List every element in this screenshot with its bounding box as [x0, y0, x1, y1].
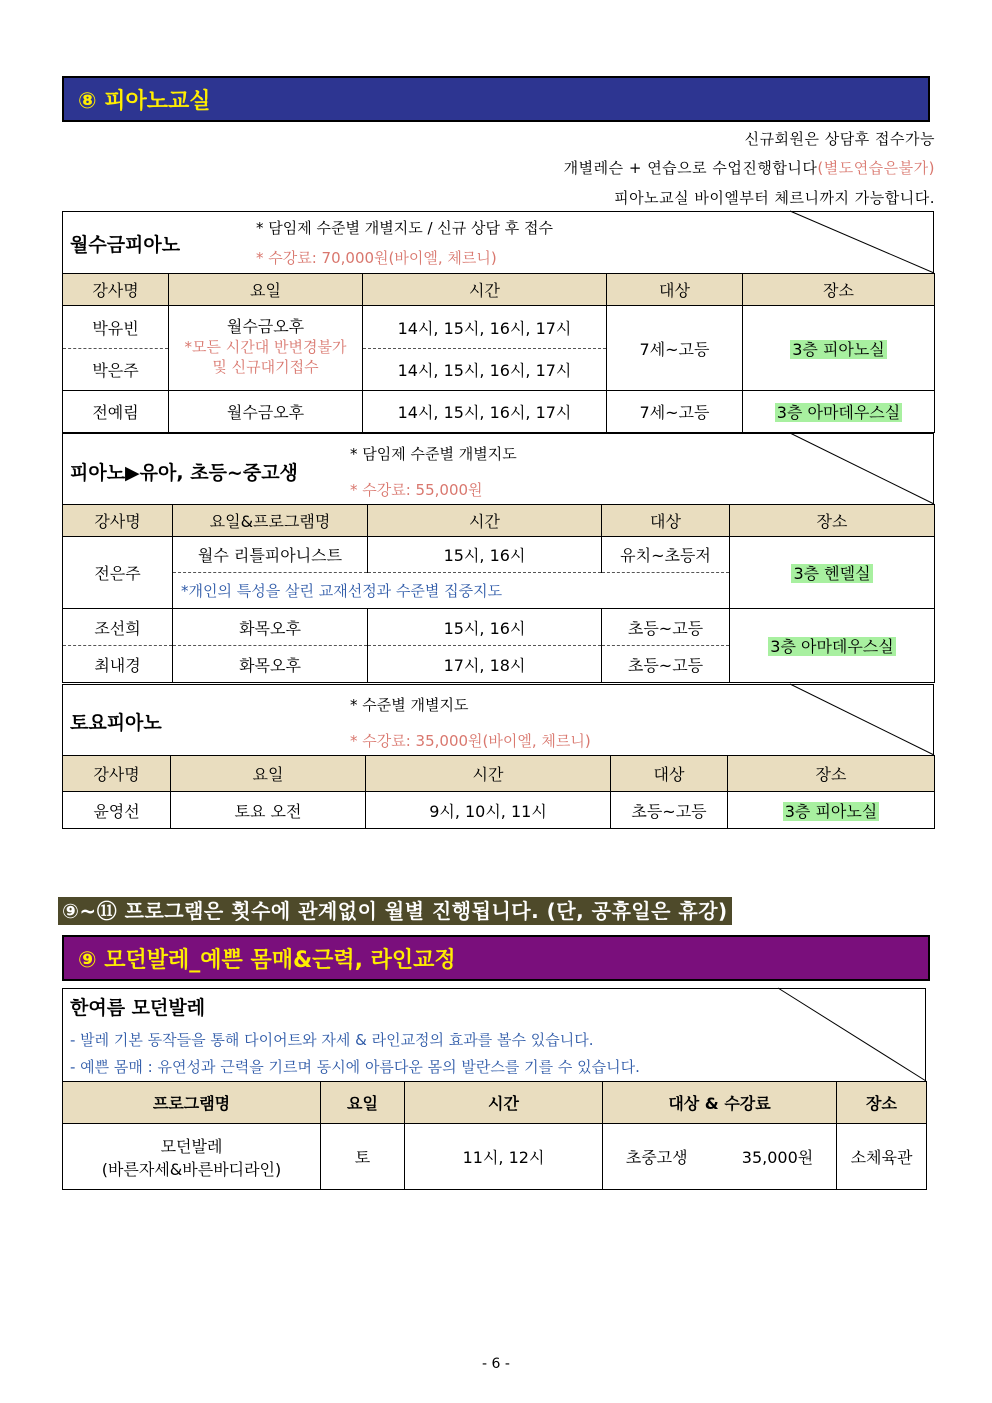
th-teacher: 강사명	[63, 756, 171, 792]
teacher-cell: 박은주	[63, 349, 169, 391]
th-teacher: 강사명	[63, 505, 173, 537]
kids-title: 피아노▶유아, 초등~중고생	[70, 462, 298, 484]
place-text: 3층 아마데우스실	[770, 637, 894, 656]
th-day: 요일	[321, 1082, 405, 1124]
time-cell: 11시, 12시	[405, 1124, 603, 1190]
place-cell	[743, 306, 935, 391]
time-cell: 15시, 16시	[368, 537, 602, 573]
target-text: 초중고생	[625, 1148, 688, 1167]
th-time: 시간	[363, 274, 607, 306]
ballet-box-diagonal	[778, 988, 926, 1082]
note-lesson	[564, 157, 935, 178]
time-cell: 14시, 15시, 16시, 17시	[363, 349, 607, 391]
program-subtitle: (바른자세&바른바디라인)	[101, 1159, 282, 1179]
th-place: 장소	[743, 274, 935, 306]
place-text: 3층 아마데우스실	[776, 403, 901, 422]
teacher-cell: 윤영선	[63, 792, 171, 829]
page-number: - 6 -	[482, 1356, 510, 1372]
th-target: 대상	[602, 505, 730, 537]
day-cell: 월수금오후	[169, 391, 363, 433]
monthly-banner	[58, 897, 732, 925]
note-lesson-text: 개별레슨 + 연습으로 수업진행합니다	[563, 159, 818, 177]
target-cell: 초등~고등	[602, 609, 730, 646]
program-cell	[63, 1124, 321, 1190]
ballet-box-title: 한여름 모던발레	[70, 997, 206, 1019]
th-target: 대상	[607, 274, 743, 306]
th-program: 프로그램명	[63, 1082, 321, 1124]
th-day: 요일	[171, 756, 366, 792]
day-cell	[169, 306, 363, 391]
target-cell: 7세~고등	[607, 391, 743, 433]
kids-note2: * 수강료: 55,000원	[350, 481, 483, 499]
sat-note2: * 수강료: 35,000원(바이엘, 체르니)	[350, 732, 591, 750]
target-fee-cell	[603, 1124, 837, 1190]
time-cell: 9시, 10시, 11시	[366, 792, 611, 829]
mwf-note1: * 담임제 수준별 개별지도 / 신규 상담 후 접수	[256, 219, 554, 237]
section-9-header	[62, 935, 930, 981]
day-cell: 토요 오전	[171, 792, 366, 829]
place-cell: 소체육관	[837, 1124, 927, 1190]
th-place: 장소	[837, 1082, 927, 1124]
day-cell: 토	[321, 1124, 405, 1190]
th-day: 요일	[169, 274, 363, 306]
section-9-title: ⑨ 모던발레_예쁜 몸매&근력, 라인교정	[78, 947, 456, 973]
teacher-cell: 전은주	[63, 537, 173, 609]
kids-box-diagonal	[790, 433, 934, 505]
program-name: 모던발레	[160, 1136, 223, 1156]
th-time: 시간	[366, 756, 611, 792]
place-cell	[730, 537, 935, 609]
monthly-banner-text: ⑨~⑪ 프로그램은 횟수에 관계없이 월별 진행됩니다. (단, 공휴일은 휴강)	[62, 899, 728, 923]
section-8-title: ⑧ 피아노교실	[78, 88, 211, 114]
mwf-table	[62, 273, 935, 433]
th-place: 장소	[730, 505, 935, 537]
program-desc: *개인의 특성을 살린 교재선정과 수준별 집중지도	[173, 573, 730, 609]
teacher-cell: 전예림	[63, 391, 169, 433]
teacher-cell: 박유빈	[63, 306, 169, 349]
target-cell: 7세~고등	[607, 306, 743, 391]
target-cell: 초등~고등	[602, 646, 730, 683]
place-text: 3층 헨델실	[793, 564, 871, 583]
sat-note1: * 수준별 개별지도	[350, 696, 469, 714]
note-consult: 신규회원은 상담후 접수가능	[744, 130, 935, 148]
sat-box-diagonal	[790, 684, 934, 756]
fee-text: 35,000원	[741, 1148, 814, 1167]
th-time: 시간	[368, 505, 602, 537]
th-teacher: 강사명	[63, 274, 169, 306]
th-target: 대상	[611, 756, 728, 792]
teacher-cell: 최내경	[63, 646, 173, 683]
th-target-fee: 대상 & 수강료	[603, 1082, 837, 1124]
ballet-bullet-2: - 예쁜 몸매 : 유연성과 근력을 기르며 동시에 아름다운 몸의 발란스를 기를 수 있습니다.	[70, 1058, 640, 1076]
time-cell: 14시, 15시, 16시, 17시	[363, 391, 607, 433]
program-cell: 월수 리틀피아니스트	[173, 537, 368, 573]
day-text: 월수금오후	[226, 317, 305, 336]
day-cell: 화목오후	[173, 609, 368, 646]
day-cell: 화목오후	[173, 646, 368, 683]
teacher-cell: 조선희	[63, 609, 173, 646]
kids-table	[62, 504, 935, 683]
kids-note1: * 담임제 수준별 개별지도	[350, 445, 517, 463]
sat-title: 토요피아노	[70, 712, 162, 734]
mwf-note2: * 수강료: 70,000원(바이엘, 체르니)	[256, 249, 497, 267]
place-cell	[730, 609, 935, 683]
section-8-header	[62, 76, 930, 122]
time-cell: 15시, 16시	[368, 609, 602, 646]
place-cell	[743, 391, 935, 433]
place-cell	[728, 792, 935, 829]
th-program: 요일&프로그램명	[173, 505, 368, 537]
mwf-title: 월수금피아노	[70, 234, 181, 256]
ballet-bullet-1: - 발레 기본 동작들을 통해 다이어트와 자세 & 라인교정의 효과를 볼수 있습니다.	[70, 1031, 594, 1049]
note-range: 피아노교실 바이엘부터 체르니까지 가능합니다.	[614, 189, 935, 207]
target-cell: 초등~고등	[611, 792, 728, 829]
th-time: 시간	[405, 1082, 603, 1124]
time-cell: 17시, 18시	[368, 646, 602, 683]
mwf-box-diagonal	[790, 211, 934, 274]
th-place: 장소	[728, 756, 935, 792]
target-cell: 유치~초등저	[602, 537, 730, 573]
day-note: *모든 시간대 반변경불가 및 신규대기접수	[184, 338, 347, 376]
place-text: 3층 피아노실	[792, 339, 885, 359]
place-text: 3층 피아노실	[784, 801, 878, 821]
time-cell: 14시, 15시, 16시, 17시	[363, 306, 607, 349]
sat-table	[62, 755, 935, 829]
ballet-table	[62, 1081, 927, 1190]
note-no-practice: (별도연습은불가)	[817, 159, 935, 177]
